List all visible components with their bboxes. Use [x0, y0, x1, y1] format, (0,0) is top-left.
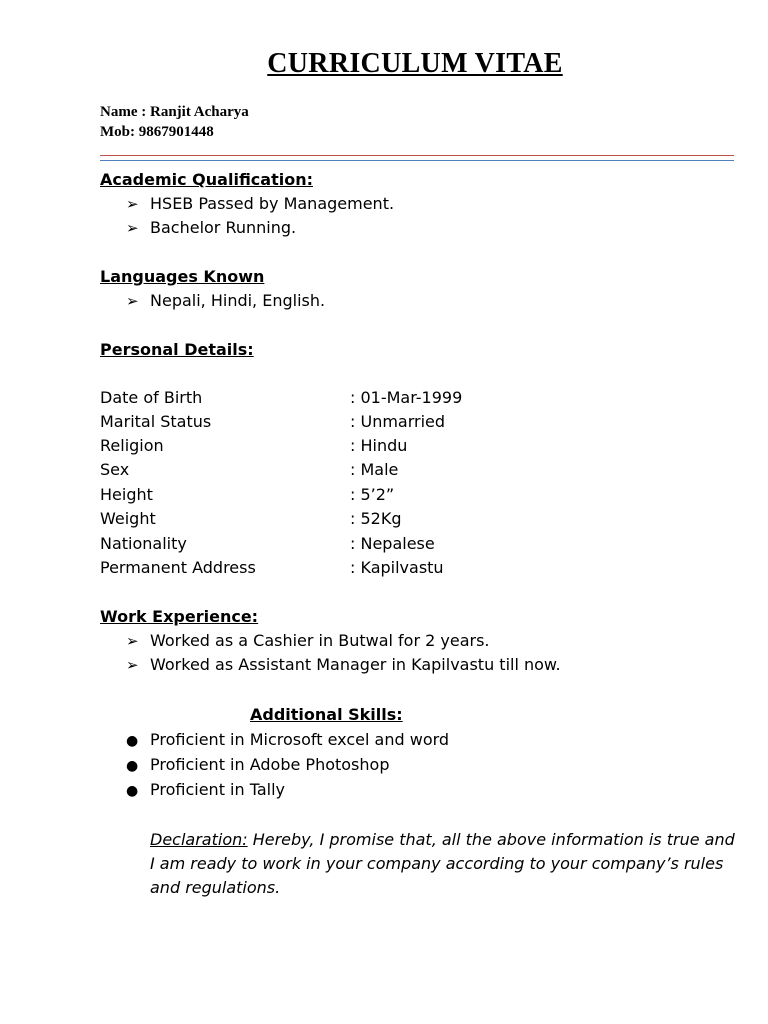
languages-item: ➢ Nepali, Hindi, English. [126, 291, 326, 310]
detail-label: Weight [100, 509, 156, 528]
detail-label: Nationality [100, 534, 187, 553]
detail-value: : 01-Mar-1999 [350, 388, 463, 407]
arrow-bullet-icon: ➢ [126, 292, 139, 310]
work-heading: Work Experience: [100, 607, 259, 626]
detail-label: Marital Status [100, 412, 212, 431]
document-title: CURRICULUM VITAE [267, 48, 563, 79]
arrow-bullet-icon: ➢ [126, 219, 139, 237]
detail-value: : Unmarried [350, 412, 446, 431]
detail-value: : Nepalese [350, 534, 435, 553]
dot-bullet-icon: ● [126, 758, 139, 774]
divider-red [100, 155, 734, 156]
name-line: Name : Ranjit Acharya [100, 104, 249, 120]
personal-heading: Personal Details: [100, 340, 254, 359]
skills-heading: Additional Skills: [250, 705, 403, 724]
declaration [150, 828, 740, 900]
dot-bullet-icon: ● [126, 733, 139, 749]
detail-value: : 52Kg [350, 509, 402, 528]
work-item: ➢ Worked as Assistant Manager in Kapilvastu till now. [126, 655, 561, 674]
academic-item: ➢ Bachelor Running. [126, 218, 297, 237]
arrow-bullet-icon: ➢ [126, 195, 139, 213]
arrow-bullet-icon: ➢ [126, 632, 139, 650]
detail-label: Religion [100, 436, 164, 455]
detail-label: Sex [100, 460, 130, 479]
work-item: ➢ Worked as a Cashier in Butwal for 2 years. [126, 631, 490, 650]
divider-blue [100, 160, 734, 161]
arrow-bullet-icon: ➢ [126, 656, 139, 674]
detail-label: Date of Birth [100, 388, 203, 407]
detail-value: : Kapilvastu [350, 558, 444, 577]
skill-item: ● Proficient in Microsoft excel and word [126, 730, 450, 749]
dot-bullet-icon: ● [126, 783, 139, 799]
skill-item: ● Proficient in Adobe Photoshop [126, 755, 390, 774]
declaration-text: Hereby, I promise that, all the above information is true and I am ready to work in your company according to your company’s rules and regulations. [150, 830, 735, 897]
detail-value: : 5’2” [350, 485, 395, 504]
detail-label: Height [100, 485, 153, 504]
academic-heading: Academic Qualification: [100, 170, 313, 189]
detail-label: Permanent Address [100, 558, 256, 577]
detail-value: : Male [350, 460, 399, 479]
academic-item: ➢ HSEB Passed by Management. [126, 194, 395, 213]
skill-item: ● Proficient in Tally [126, 780, 286, 799]
mobile-line: Mob: 9867901448 [100, 124, 214, 140]
detail-value: : Hindu [350, 436, 408, 455]
declaration-label: Declaration: [150, 830, 248, 849]
languages-heading: Languages Known [100, 267, 265, 286]
